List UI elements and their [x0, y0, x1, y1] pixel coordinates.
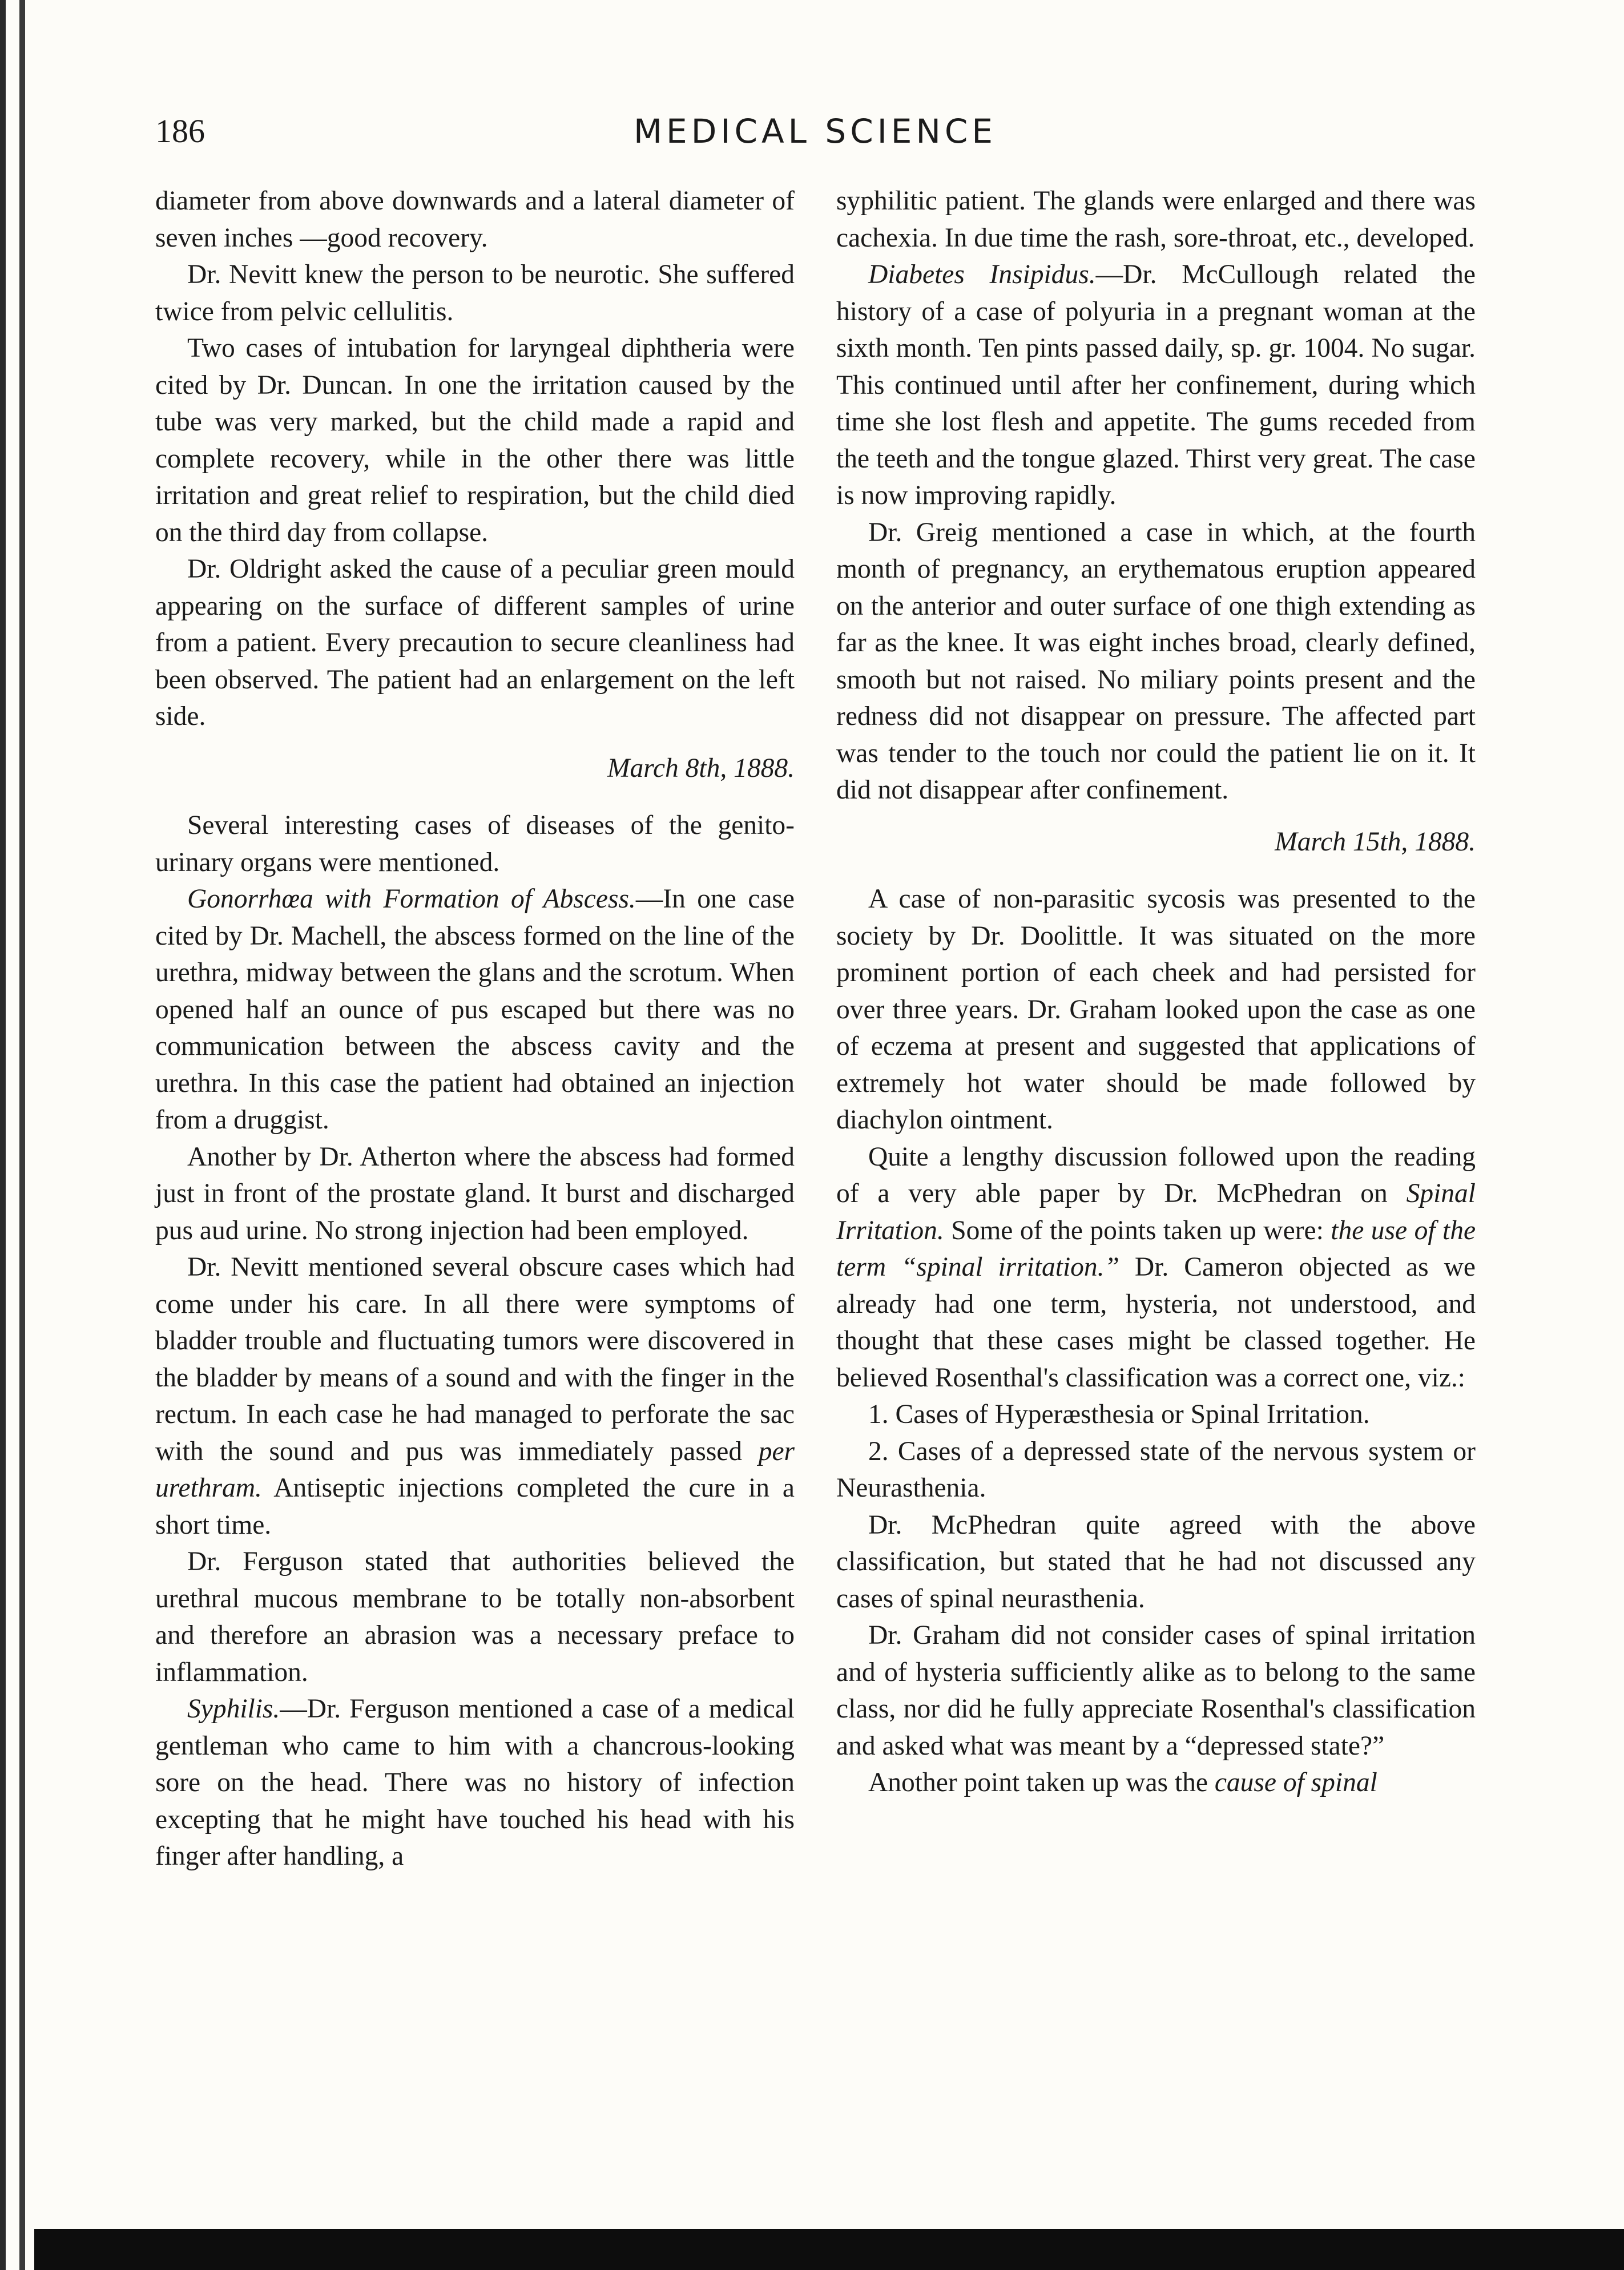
paragraph: [836, 1764, 1476, 1801]
paragraph: Dr. McPhedran quite agreed with the above classification, but stated that he had not discussed any cases of spinal neurasthenia.: [836, 1510, 1476, 1614]
paragraph-text: Quite a lengthy discussion followed upon the reading of a very able paper by Dr. McPhedran on: [836, 1142, 1476, 1208]
section-title: Diabetes Insipidus.: [868, 260, 1096, 289]
paragraph: [836, 256, 1476, 514]
paragraph: A case of non-parasitic sycosis was presented to the society by Dr. Doolittle. It was situated on the more prominent portion of each cheek and had persisted for over three years. Dr. Graham looked upon the case as one of eczema at present and suggested that applications of extremely hot water should be made followed by diachylon ointment.: [836, 884, 1476, 1135]
paragraph-text: —Dr. McCullough related the history of a case of polyuria in a pregnant woman at the sixth month. Ten pints passed daily, sp. gr. 1004. No sugar. This continued until after her confinement, during which time she lost flesh and appetite. The gums receded from the teeth and the tongue glazed. Thirst very great. The case is now improving rapidly.: [836, 260, 1476, 510]
paragraph-text: —Dr. Ferguson mentioned a case of a medical gentleman who came to him with a chancrous-looking sore on the head. There was no history of infection excepting that he might have touched his head with his finger after handling, a: [155, 1694, 795, 1871]
section-date: March 8th, 1888.: [607, 753, 795, 783]
running-head: MEDICAL SCIENCE: [634, 112, 997, 151]
paragraph: Dr. Oldright asked the cause of a peculiar green mould appearing on the surface of different samples of urine from a patient. Every precaution to secure cleanliness had been observed. The patient had an enlargement on the left side.: [155, 554, 795, 731]
list-item: 2. Cases of a depressed state of the nervous system or Neurasthenia.: [836, 1436, 1476, 1503]
scan-bottom-edge: [34, 2229, 1624, 2270]
latin-phrase: per urethram.: [155, 1436, 795, 1503]
section-title: Syphilis.: [187, 1694, 280, 1724]
page-binding-edge: [0, 0, 53, 2270]
paragraph-text: Dr. Nevitt mentioned several obscure cases which had come under his care. In all there were symptoms of bladder trouble and fluctuating tumors were discovered in the bladder by means of a sound and with the finger in the rectum. In each case he had managed to perforate the sac with the sound and pus was immediately passed: [155, 1252, 795, 1466]
paragraph: Dr. Nevitt knew the person to be neurotic. She suffered twice from pelvic cellulitis.: [155, 260, 795, 326]
discussion-point: the use of the term “spinal irritation.”: [836, 1215, 1476, 1282]
paragraph-text: Antiseptic injections completed the cure in a short time.: [155, 1473, 795, 1540]
paragraph: [155, 1691, 795, 1875]
section-date: March 15th, 1888.: [1275, 826, 1476, 857]
paragraph: Dr. Ferguson stated that authorities believed the urethral mucous membrane to be totally non-absorbent and therefore an abrasion was a necessary preface to inflammation.: [155, 1547, 795, 1687]
section-title: Gonorrhœa with Formation of Abscess.: [187, 884, 636, 914]
paragraph: Two cases of intubation for laryngeal diphtheria were cited by Dr. Duncan. In one the irritation caused by the tube was very marked, but the child made a rapid and complete recovery, while in the other there was little irritation and great relief to respiration, but the child died on the third day from collapse.: [155, 333, 795, 547]
discussion-point: cause of spinal: [1214, 1768, 1377, 1797]
paragraph: [155, 881, 795, 1139]
paragraph-text: Another point taken up was the: [868, 1768, 1208, 1797]
paper-title: Spinal Irritation.: [836, 1179, 1476, 1245]
right-column: [836, 183, 1476, 1801]
paragraph: Several interesting cases of diseases of the genito-urinary organs were mentioned.: [155, 811, 795, 877]
paragraph: diameter from above downwards and a lateral diameter of seven inches —good recovery.: [155, 186, 795, 253]
left-column: [155, 183, 795, 1875]
list-item: 1. Cases of Hyperæsthesia or Spinal Irritation.: [868, 1400, 1370, 1429]
paragraph-text: Dr. Cameron objected as we already had one term, hysteria, not understood, and thought that these cases might be classed together. He believed Rosenthal's classification was a correct one, viz.:: [836, 1252, 1476, 1393]
paragraph: Dr. Graham did not consider cases of spinal irritation and of hysteria sufficiently alike as to belong to the same class, nor did he fully appreciate Rosenthal's classification and asked what was meant by a “depressed state?”: [836, 1620, 1476, 1761]
paragraph: syphilitic patient. The glands were enlarged and there was cachexia. In due time the rash, sore-throat, etc., developed.: [836, 186, 1476, 253]
paragraph: Another by Dr. Atherton where the abscess had formed just in front of the prostate gland. It burst and discharged pus aud urine. No strong injection had been employed.: [155, 1142, 795, 1245]
paragraph: [836, 1139, 1476, 1397]
paragraph-text: Some of the points taken up were:: [951, 1215, 1324, 1245]
paragraph-text: —In one case cited by Dr. Machell, the abscess formed on the line of the urethra, midway between the glans and the scrotum. When opened half an ounce of pus escaped but there was no communication between the abscess cavity and the urethra. In this case the patient had obtained an injection from a druggist.: [155, 884, 795, 1135]
page-number: 186: [155, 112, 205, 150]
paragraph: [155, 1249, 795, 1543]
paragraph: Dr. Greig mentioned a case in which, at the fourth month of pregnancy, an erythematous eruption appeared on the anterior and outer surface of one thigh extending as far as the knee. It was eight inches broad, clearly defined, smooth but not raised. No miliary points present and the redness did not disappear on pressure. The affected part was tender to the touch nor could the patient lie on it. It did not disappear after confinement.: [836, 517, 1476, 805]
